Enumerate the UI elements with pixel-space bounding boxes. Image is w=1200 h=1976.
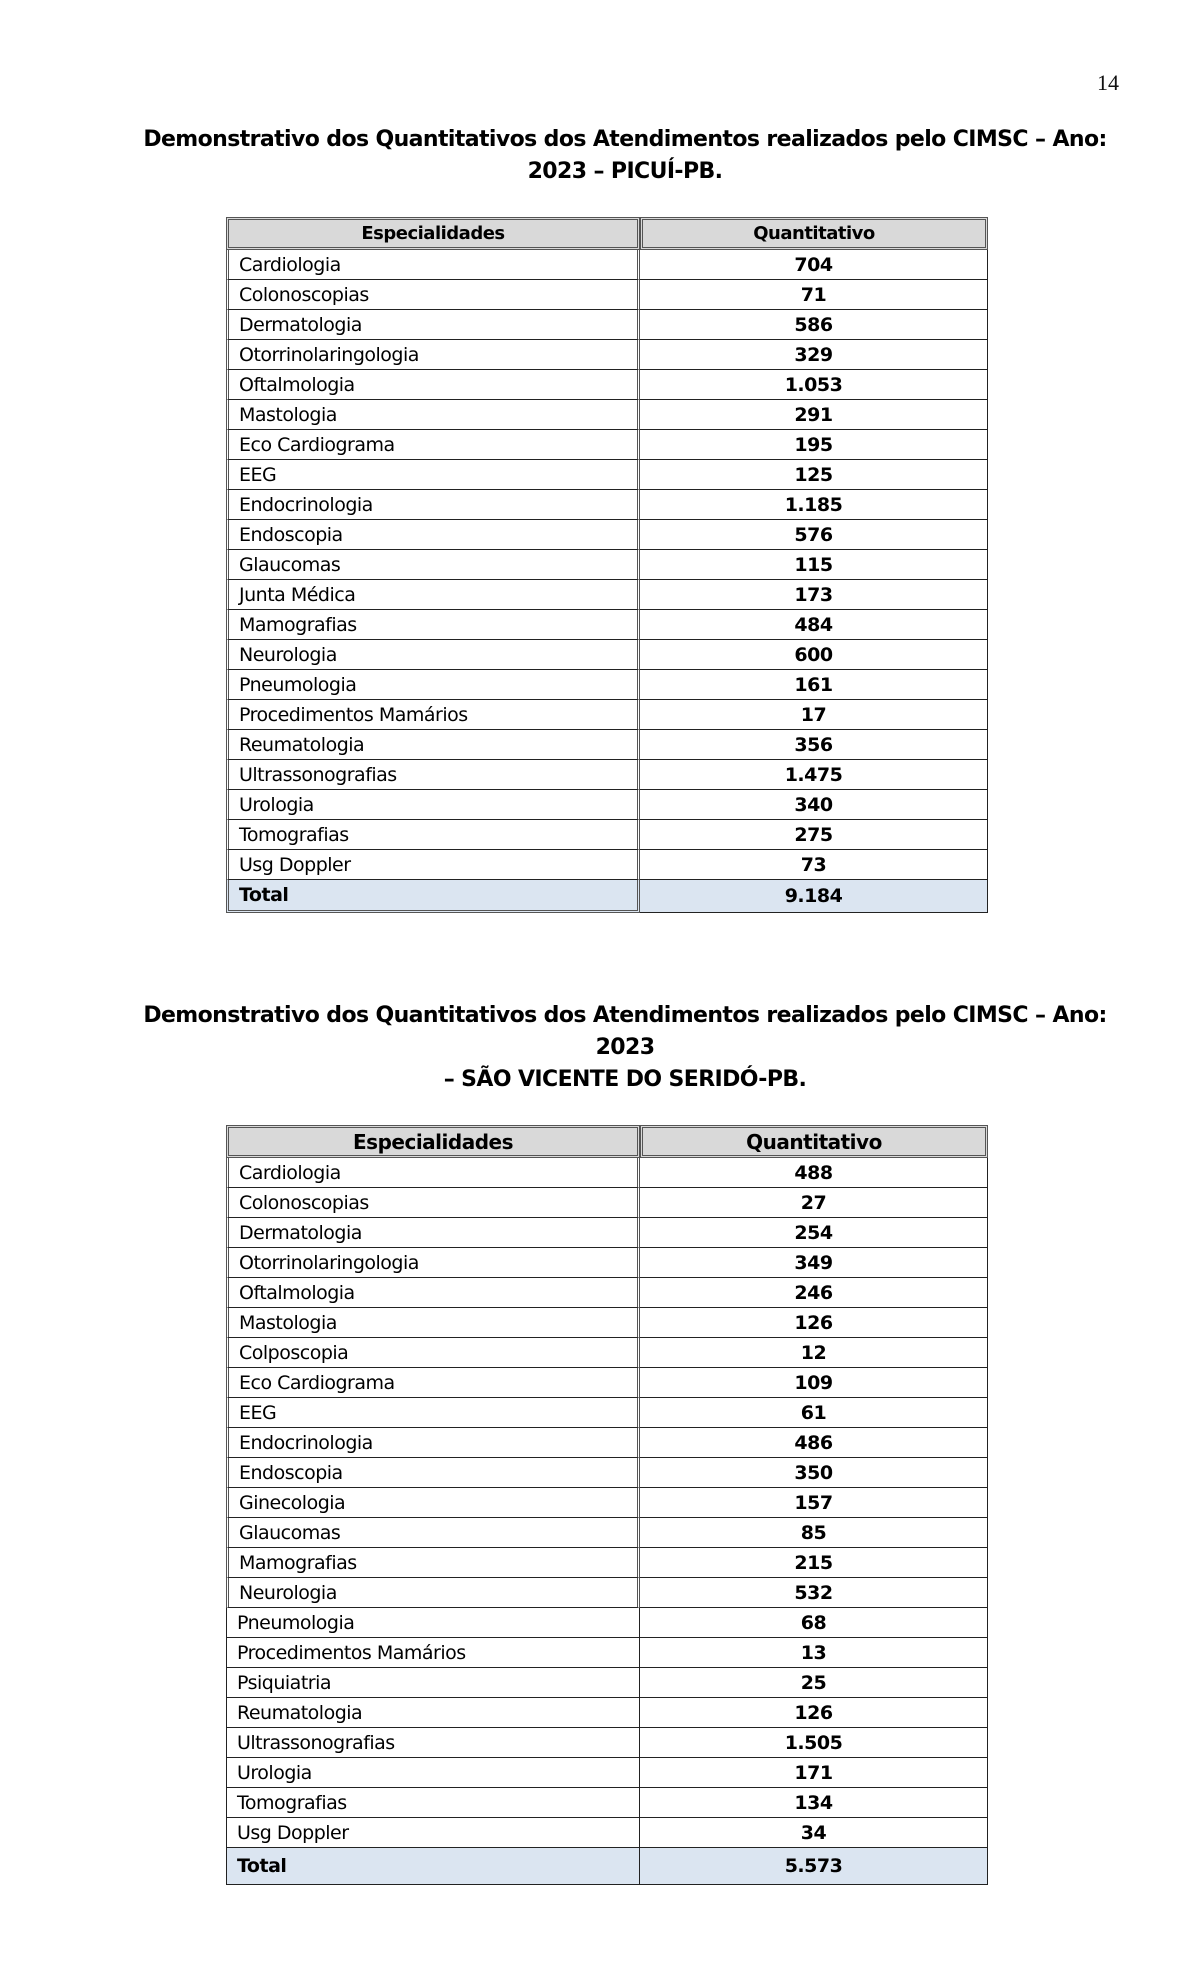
specialty-name: Usg Doppler xyxy=(226,850,640,880)
specialty-quantity: 109 xyxy=(640,1368,988,1398)
specialty-name: Urologia xyxy=(226,790,640,820)
table-row xyxy=(226,1818,988,1848)
specialty-quantity: 171 xyxy=(640,1758,988,1788)
table-row xyxy=(226,1698,988,1728)
specialty-quantity: 34 xyxy=(640,1818,988,1848)
table-row xyxy=(226,760,988,790)
column-header-especialidades: Especialidades xyxy=(226,1125,640,1158)
title-line: – SÃO VICENTE DO SERIDÓ-PB. xyxy=(443,1067,807,1092)
specialty-name: Oftalmologia xyxy=(226,1278,640,1308)
table-row xyxy=(226,1428,988,1458)
specialty-quantity: 115 xyxy=(640,550,988,580)
specialty-name: Neurologia xyxy=(226,640,640,670)
table-header-row xyxy=(226,217,988,250)
specialty-name: Colonoscopias xyxy=(226,280,640,310)
table-row xyxy=(226,670,988,700)
specialty-name: Ultrassonografias xyxy=(226,760,640,790)
table-row xyxy=(226,1518,988,1548)
table-row xyxy=(226,610,988,640)
specialty-quantity: 27 xyxy=(640,1188,988,1218)
specialty-quantity: 484 xyxy=(640,610,988,640)
specialty-name: Tomografias xyxy=(226,820,640,850)
title-line: 2023 xyxy=(595,1035,655,1060)
specialty-quantity: 17 xyxy=(640,700,988,730)
specialty-name: Mamografias xyxy=(226,1548,640,1578)
specialty-name: Ultrassonografias xyxy=(226,1728,640,1758)
table-row xyxy=(226,310,988,340)
specialty-name: Pneumologia xyxy=(226,670,640,700)
table-row xyxy=(226,1278,988,1308)
specialty-quantity: 157 xyxy=(640,1488,988,1518)
title-line: 2023 – PICUÍ-PB. xyxy=(527,159,723,184)
table-row xyxy=(226,1758,988,1788)
specialty-name: Reumatologia xyxy=(226,1698,640,1728)
specialty-name: Dermatologia xyxy=(226,310,640,340)
table-row xyxy=(226,1338,988,1368)
table-row xyxy=(226,1218,988,1248)
specialty-quantity: 85 xyxy=(640,1518,988,1548)
specialty-quantity: 195 xyxy=(640,430,988,460)
specialty-quantity: 254 xyxy=(640,1218,988,1248)
specialty-name: Dermatologia xyxy=(226,1218,640,1248)
specialty-name: EEG xyxy=(226,460,640,490)
title-line: Demonstrativo dos Quantitativos dos Atendimentos realizados pelo CIMSC – Ano: xyxy=(143,1003,1107,1028)
specialty-name: Procedimentos Mamários xyxy=(226,700,640,730)
section-title-picui xyxy=(100,124,1150,188)
specialty-quantity: 275 xyxy=(640,820,988,850)
specialty-name: Ginecologia xyxy=(226,1488,640,1518)
specialty-name: Endocrinologia xyxy=(226,1428,640,1458)
specialty-name: Otorrinolaringologia xyxy=(226,340,640,370)
specialty-quantity: 125 xyxy=(640,460,988,490)
specialty-quantity: 486 xyxy=(640,1428,988,1458)
specialty-quantity: 349 xyxy=(640,1248,988,1278)
specialty-name: Cardiologia xyxy=(226,250,640,280)
table-header-row xyxy=(226,1125,988,1158)
title-line: Demonstrativo dos Quantitativos dos Atendimentos realizados pelo CIMSC – Ano: xyxy=(143,127,1107,152)
table-row xyxy=(226,1488,988,1518)
specialty-quantity: 246 xyxy=(640,1278,988,1308)
table-sao-vicente xyxy=(226,1125,988,1885)
specialty-name: Otorrinolaringologia xyxy=(226,1248,640,1278)
specialty-quantity: 291 xyxy=(640,400,988,430)
specialty-name: Mamografias xyxy=(226,610,640,640)
table-row xyxy=(226,1578,988,1608)
table-row xyxy=(226,790,988,820)
total-label: Total xyxy=(226,880,640,913)
specialty-name: Eco Cardiograma xyxy=(226,430,640,460)
specialty-quantity: 12 xyxy=(640,1338,988,1368)
specialty-quantity: 25 xyxy=(640,1668,988,1698)
specialty-name: Glaucomas xyxy=(226,1518,640,1548)
specialty-quantity: 586 xyxy=(640,310,988,340)
specialty-quantity: 13 xyxy=(640,1638,988,1668)
table-row xyxy=(226,430,988,460)
table-row xyxy=(226,1158,988,1188)
specialty-quantity: 126 xyxy=(640,1698,988,1728)
specialty-quantity: 134 xyxy=(640,1788,988,1818)
specialty-quantity: 173 xyxy=(640,580,988,610)
table-row xyxy=(226,730,988,760)
specialty-name: Endocrinologia xyxy=(226,490,640,520)
table-row xyxy=(226,1368,988,1398)
table-row xyxy=(226,1608,988,1638)
specialty-quantity: 532 xyxy=(640,1578,988,1608)
specialty-name: Neurologia xyxy=(226,1578,640,1608)
specialty-name: Reumatologia xyxy=(226,730,640,760)
specialty-name: Pneumologia xyxy=(226,1608,640,1638)
table-row xyxy=(226,1248,988,1278)
table-row xyxy=(226,490,988,520)
table-row xyxy=(226,1728,988,1758)
table-row xyxy=(226,280,988,310)
specialty-name: Colposcopia xyxy=(226,1338,640,1368)
column-header-quantitativo: Quantitativo xyxy=(640,1125,988,1158)
specialty-name: Oftalmologia xyxy=(226,370,640,400)
specialty-name: Endoscopia xyxy=(226,1458,640,1488)
specialty-quantity: 215 xyxy=(640,1548,988,1578)
specialty-name: Glaucomas xyxy=(226,550,640,580)
specialty-quantity: 1.505 xyxy=(640,1728,988,1758)
table-row xyxy=(226,1548,988,1578)
specialty-quantity: 356 xyxy=(640,730,988,760)
specialty-quantity: 126 xyxy=(640,1308,988,1338)
total-row xyxy=(226,880,988,913)
specialty-quantity: 1.053 xyxy=(640,370,988,400)
specialty-quantity: 68 xyxy=(640,1608,988,1638)
table-row xyxy=(226,370,988,400)
table-row xyxy=(226,400,988,430)
table-row xyxy=(226,1398,988,1428)
specialty-name: Psiquiatria xyxy=(226,1668,640,1698)
specialty-quantity: 1.185 xyxy=(640,490,988,520)
specialty-name: Eco Cardiograma xyxy=(226,1368,640,1398)
total-value: 9.184 xyxy=(640,880,988,913)
total-label: Total xyxy=(226,1848,640,1885)
specialty-quantity: 576 xyxy=(640,520,988,550)
table-row xyxy=(226,250,988,280)
specialty-quantity: 71 xyxy=(640,280,988,310)
table-picui xyxy=(226,217,988,913)
table-row xyxy=(226,1458,988,1488)
table-row xyxy=(226,1788,988,1818)
total-row xyxy=(226,1848,988,1885)
specialty-name: Cardiologia xyxy=(226,1158,640,1188)
specialty-quantity: 600 xyxy=(640,640,988,670)
table-row xyxy=(226,1188,988,1218)
specialty-name: Endoscopia xyxy=(226,520,640,550)
table-row xyxy=(226,580,988,610)
section-title-sao-vicente xyxy=(100,1000,1150,1096)
table-row xyxy=(226,550,988,580)
table-row xyxy=(226,1308,988,1338)
specialty-name: Urologia xyxy=(226,1758,640,1788)
specialty-name: Mastologia xyxy=(226,1308,640,1338)
column-header-quantitativo: Quantitativo xyxy=(640,217,988,250)
specialty-quantity: 61 xyxy=(640,1398,988,1428)
specialty-name: EEG xyxy=(226,1398,640,1428)
total-value: 5.573 xyxy=(640,1848,988,1885)
specialty-name: Procedimentos Mamários xyxy=(226,1638,640,1668)
table-row xyxy=(226,460,988,490)
table-row xyxy=(226,640,988,670)
specialty-quantity: 704 xyxy=(640,250,988,280)
specialty-name: Junta Médica xyxy=(226,580,640,610)
column-header-especialidades: Especialidades xyxy=(226,217,640,250)
specialty-quantity: 340 xyxy=(640,790,988,820)
table-row xyxy=(226,340,988,370)
specialty-name: Tomografias xyxy=(226,1788,640,1818)
specialty-quantity: 73 xyxy=(640,850,988,880)
table-row xyxy=(226,520,988,550)
table-row xyxy=(226,1668,988,1698)
specialty-name: Colonoscopias xyxy=(226,1188,640,1218)
specialty-name: Mastologia xyxy=(226,400,640,430)
table-row xyxy=(226,700,988,730)
page-number: 14 xyxy=(1097,70,1119,95)
specialty-quantity: 1.475 xyxy=(640,760,988,790)
specialty-quantity: 488 xyxy=(640,1158,988,1188)
table-row xyxy=(226,1638,988,1668)
specialty-quantity: 161 xyxy=(640,670,988,700)
specialty-name: Usg Doppler xyxy=(226,1818,640,1848)
table-row xyxy=(226,850,988,880)
table-row xyxy=(226,820,988,850)
specialty-quantity: 329 xyxy=(640,340,988,370)
specialty-quantity: 350 xyxy=(640,1458,988,1488)
